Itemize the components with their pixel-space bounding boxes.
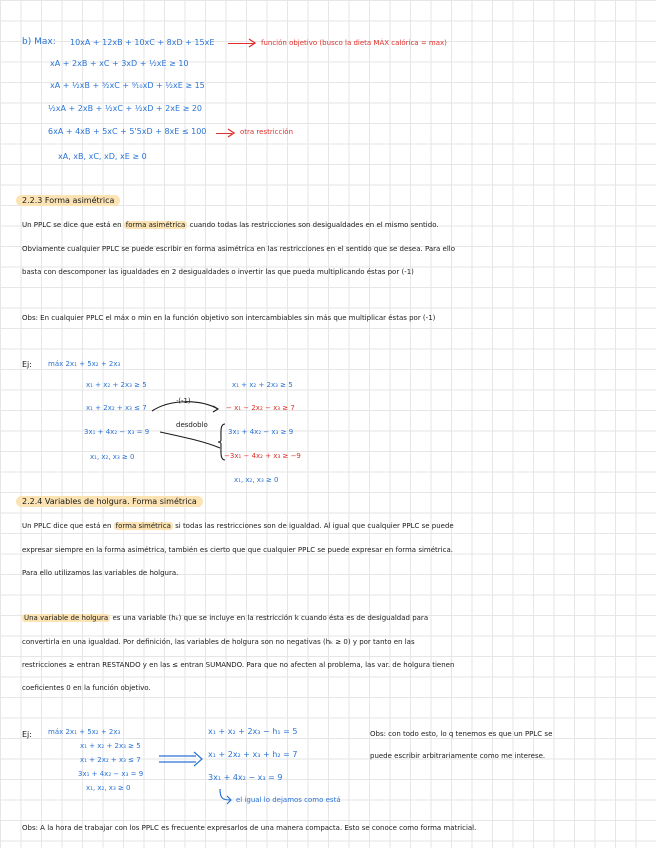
result-constraint-1: x₁ + x₂ + 2x₃ − h₁ = 5 — [208, 727, 298, 736]
example-constraint-2: x₁ + 2x₂ + x₃ ≤ 7 — [86, 404, 147, 412]
side-observation-2: puede escribir arbitrariamente como me interese. — [370, 752, 546, 760]
curved-arrow-icon — [218, 788, 234, 804]
example-nonneg: x₁, x₂, x₃ ≥ 0 — [86, 784, 131, 792]
constraint-4-note: otra restricción — [240, 128, 294, 136]
example-constraint-1: x₁ + x₂ + 2x₃ ≥ 5 — [80, 742, 141, 750]
implies-arrow-icon — [158, 752, 204, 766]
paragraph-line: expresar siempre en la forma asimétrica, también es cierto que que cualquier PPLC se puede expresar en forma simétrica. — [22, 546, 453, 554]
paragraph-line: Un PPLC dice que está en forma simétrica si todas las restricciones son de igualdad. Al igual que cualquier PPLC se puede — [22, 522, 454, 530]
example-label: Ej: — [22, 360, 32, 369]
result-constraint-1: x₁ + x₂ + 2x₃ ≥ 5 — [232, 381, 293, 389]
equality-note: el igual lo dejamos como está — [236, 796, 341, 804]
objective-note: función objetivo (busco la dieta MÁX calórica = max) — [261, 39, 447, 47]
split-arrow — [158, 424, 224, 454]
multiply-label: ·(-1) — [176, 397, 191, 405]
example-label: Ej: — [22, 730, 32, 739]
paragraph-line: coeficientes 0 en la función objetivo. — [22, 684, 151, 692]
paragraph-line: convertirla en una igualdad. Por definición, las variables de holgura son no negativas (hₖ ≥ 0) y por tanto en las — [22, 638, 415, 646]
example-constraint-2: x₁ + 2x₂ + x₃ ≤ 7 — [80, 756, 141, 764]
term-variable-holgura: Una variable de holgura — [24, 614, 109, 622]
result-constraint-2: x₁ + 2x₂ + x₃ + h₂ = 7 — [208, 750, 298, 759]
multiply-arrow — [150, 397, 222, 419]
term-forma-asimetrica: forma asimétrica — [125, 221, 186, 229]
term-forma-simetrica: forma simétrica — [115, 522, 171, 530]
paragraph-line: Un PPLC se dice que está en forma asimétrica cuando todas las restricciones son desigualdades en el mismo sentido. — [22, 221, 439, 229]
side-observation-1: Obs: con todo esto, lo q tenemos es que un PPLC se — [370, 730, 553, 738]
constraint-4: 6xA + 4xB + 5xC + 5'5xD + 8xE ≤ 100 — [48, 127, 207, 136]
arrow-head-icon — [228, 129, 236, 137]
example-constraint-3: 3x₁ + 4x₂ − x₃ = 9 — [78, 770, 144, 778]
paragraph-line: Obviamente cualquier PPLC se puede escribir en forma asimétrica en las restricciones en el sentido que se desea. Para ello — [22, 245, 456, 253]
result-constraint-4: −3x₁ − 4x₂ + x₃ ≥ −9 — [224, 452, 301, 460]
objective-function: 10xA + 12xB + 10xC + 8xD + 15xE — [70, 38, 215, 47]
result-constraint-2: − x₁ − 2x₂ − x₃ ≥ 7 — [226, 404, 295, 412]
paragraph-line: Para ello utilizamos las variables de holgura. — [22, 569, 179, 577]
section-title-2-2-3: 2.2.3 Forma asimétrica — [16, 195, 120, 206]
result-constraint-3: 3x₁ + 4x₂ − x₃ ≥ 9 — [228, 428, 294, 436]
example-objective: máx 2x₁ + 5x₂ + 2x₃ — [48, 360, 121, 368]
paragraph-line: Una variable de holgura es una variable (hₖ) que se incluye en la restricción k cuando ésta es de desigualdad para — [24, 614, 429, 622]
example-constraint-3: 3x₁ + 4x₂ − x₃ = 9 — [84, 428, 150, 436]
arrow-head-icon — [249, 39, 257, 47]
section-title-2-2-4: 2.2.4 Variables de holgura. Forma simétrica — [16, 496, 203, 507]
split-label: desdoblo — [176, 421, 208, 429]
final-observation: Obs: A la hora de trabajar con los PPLC es frecuente expresarlos de una manera compacta. Esto se conoce como forma matricial. — [22, 824, 477, 832]
part-b-label: b) Max: — [22, 37, 56, 47]
result-nonneg: x₁, x₂, x₃ ≥ 0 — [234, 476, 279, 484]
result-constraint-3: 3x₁ + 4x₂ − x₃ = 9 — [208, 773, 283, 782]
example-objective: máx 2x₁ + 5x₂ + 2x₃ — [48, 728, 121, 736]
constraint-3: ½xA + 2xB + ½xC + ½xD + 2xE ≥ 20 — [48, 104, 202, 113]
example-constraint-1: x₁ + x₂ + 2x₃ ≥ 5 — [86, 381, 147, 389]
paragraph-line: restricciones ≥ entran RESTANDO y en las ≤ entran SUMANDO. Para que no afecten al problema, las var. de holgura tienen — [22, 661, 455, 669]
constraint-2: xA + ½xB + ³⁄₂xC + ⁹⁄₁₀xD + ½xE ≥ 15 — [50, 81, 205, 90]
paragraph-line: basta con descomponer las igualdades en 2 desigualdades o invertir las que pueda multiplicando éstas por (-1) — [22, 268, 414, 276]
observation: Obs: En cualquier PPLC el máx o min en la función objetivo son intercambiables sin más que multiplicar éstas por (-1) — [22, 314, 436, 322]
example-nonneg: x₁, x₂, x₃ ≥ 0 — [90, 453, 135, 461]
constraint-1: xA + 2xB + xC + 3xD + ½xE ≥ 10 — [50, 59, 189, 68]
nonnegativity: xA, xB, xC, xD, xE ≥ 0 — [58, 152, 147, 161]
